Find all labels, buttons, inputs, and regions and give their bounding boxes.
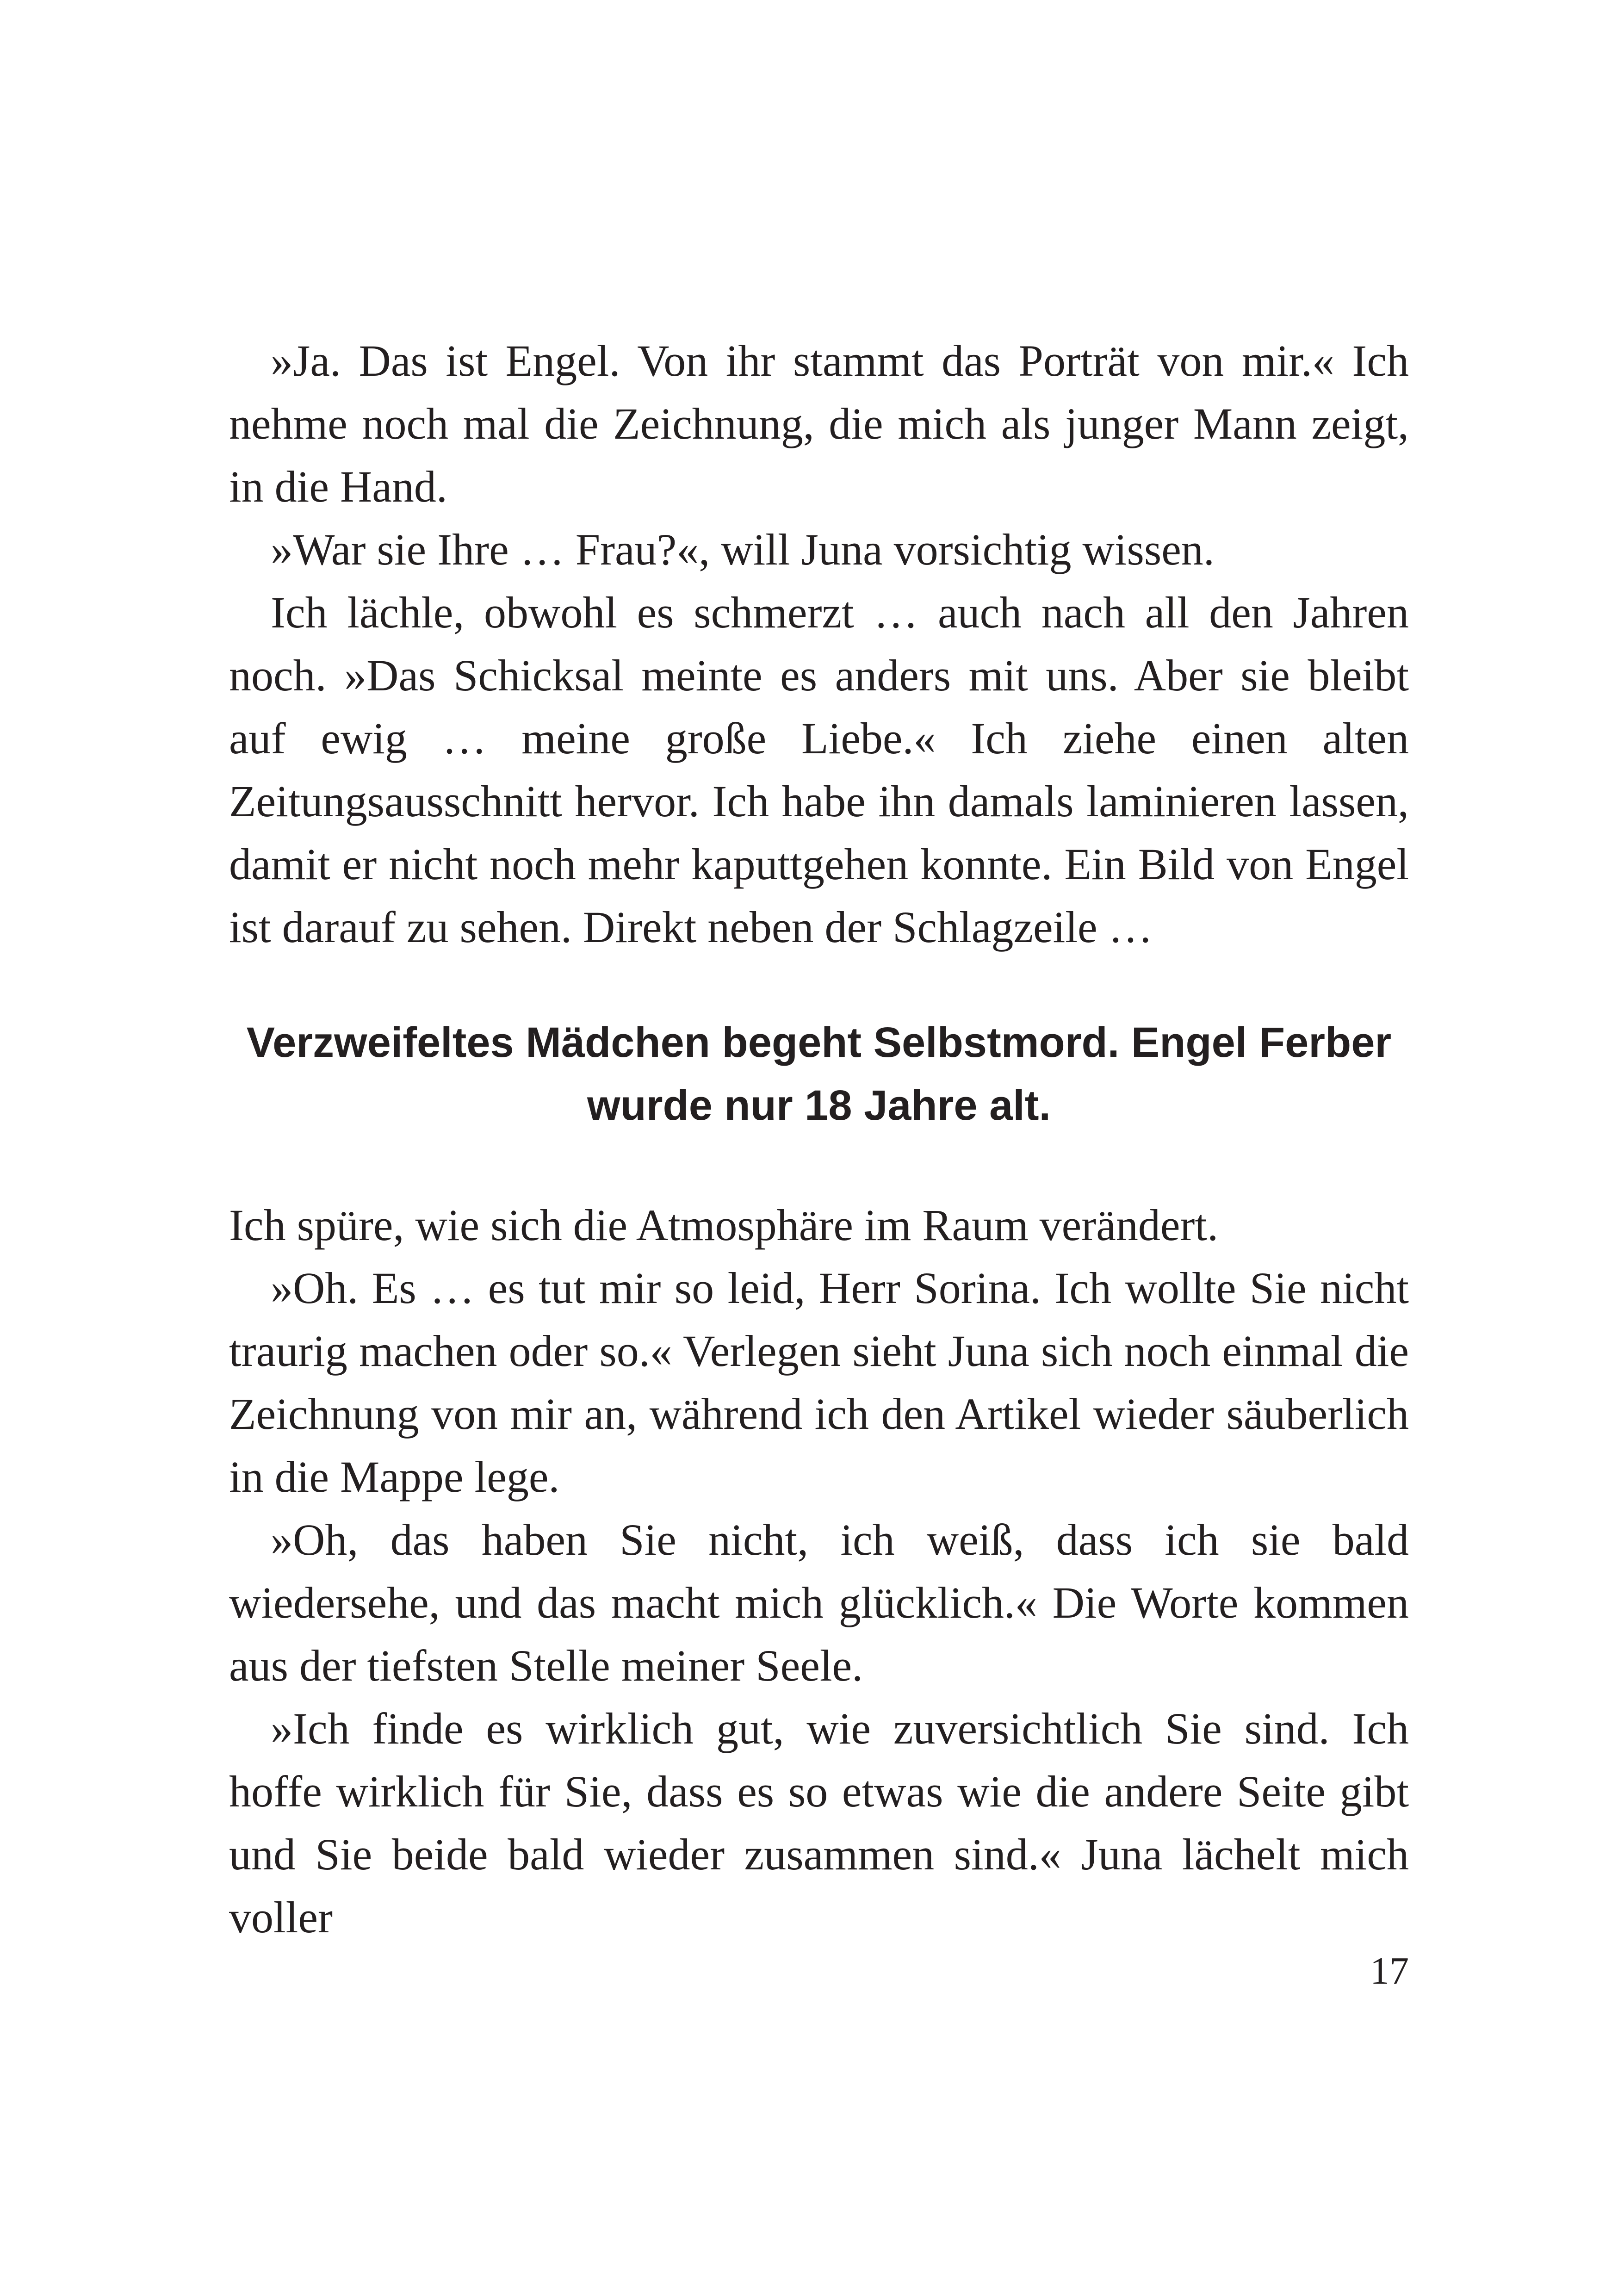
- paragraph: »Oh, das haben Sie nicht, ich weiß, dass ich sie bald wiedersehe, und das macht mich glücklich.« Die Worte kommen aus der tiefsten Stelle meiner Seele.: [229, 1515, 1409, 1690]
- body-text-top: [229, 329, 1409, 959]
- body-text-bottom: [229, 1194, 1409, 1949]
- page-number: 17: [1370, 1949, 1409, 1992]
- newspaper-headline: Verzweifeltes Mädchen begeht Selbstmord. Engel Ferber wurde nur 18 Jahre alt.: [246, 1019, 1392, 1129]
- paragraph: Ich spüre, wie sich die Atmosphäre im Raum verändert.: [229, 1200, 1219, 1250]
- paragraph: »Oh. Es … es tut mir so leid, Herr Sorina. Ich wollte Sie nicht traurig machen oder so.« Verlegen sieht Juna sich noch einmal die Zeichnung von mir an, während ich den Artikel wieder säuberlich in die Mappe lege.: [229, 1263, 1409, 1502]
- paragraph: »Ja. Das ist Engel. Von ihr stammt das Porträt von mir.« Ich nehme noch mal die Zeichnung, die mich als junger Mann zeigt, in die Hand.: [229, 336, 1409, 511]
- paragraph: »Ich finde es wirklich gut, wie zuversichtlich Sie sind. Ich hoffe wirklich für Sie, dass es so etwas wie die andere Seite gibt und Sie beide bald wieder zusammen sind.« Juna lächelt mich voller: [229, 1704, 1409, 1942]
- paragraph: Ich lächle, obwohl es schmerzt … auch nach all den Jahren noch. »Das Schicksal meinte es anders mit uns. Aber sie bleibt auf ewig … meine große Liebe.« Ich ziehe einen alten Zeitungsausschnitt hervor. Ich habe ihn damals laminieren lassen, damit er nicht noch mehr kaputtgehen konnte. Ein Bild von Engel ist darauf zu sehen. Direkt neben der Schlagzeile …: [229, 588, 1409, 952]
- paragraph: »War sie Ihre … Frau?«, will Juna vorsichtig wissen.: [271, 525, 1215, 574]
